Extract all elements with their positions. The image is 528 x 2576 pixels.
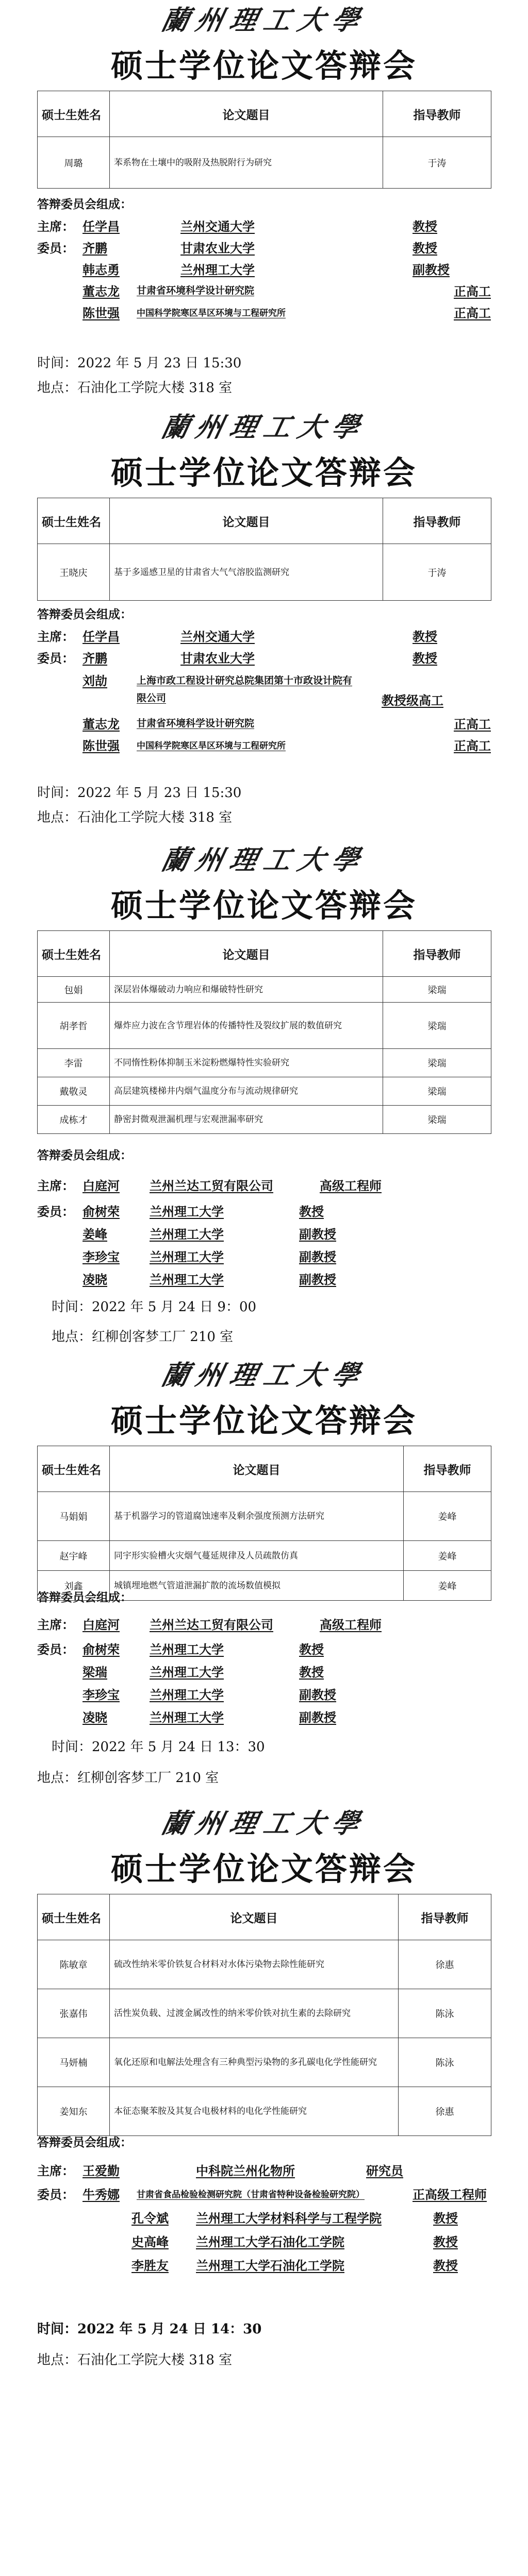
student-name: 周璐 (38, 137, 110, 189)
student-name: 李雷 (38, 1049, 110, 1077)
member-name: 俞树荣 (82, 1204, 120, 1219)
thesis-topic: 同宇形实验槽火灾烟气蔓延规律及人员疏散仿真 (110, 1541, 404, 1571)
header-student: 硕士生姓名 (38, 498, 110, 544)
page-title: 硕士学位论文答辩会 (110, 1402, 417, 1439)
thesis-topic: 本征态聚苯胺及其复合电极材料的电化学性能研究 (110, 2087, 399, 2136)
time-label: 时间： (37, 785, 78, 801)
chair-line (37, 1176, 74, 1194)
header-student: 硕士生姓名 (38, 1446, 110, 1492)
member-org: 兰州理工大学 (150, 1204, 224, 1219)
chair-label: 主席： (37, 2163, 74, 2178)
location-label: 地点： (37, 380, 78, 396)
defense-location: 红柳创客梦工厂 210 室 (92, 1329, 234, 1345)
page-title: 硕士学位论文答辩会 (110, 454, 417, 492)
member-name: 史高峰 (131, 2234, 169, 2249)
member-org: 中国科学院寒区旱区环境与工程研究所 (137, 308, 286, 318)
time-line (52, 1296, 256, 1315)
member-name: 李珍宝 (82, 1249, 120, 1264)
member-org: 兰州理工大学 (150, 1227, 224, 1242)
time-line (37, 2318, 261, 2337)
chair-rank: 教授 (412, 629, 437, 644)
defense-table (37, 930, 491, 1134)
chair-org: 兰州交通大学 (180, 219, 255, 234)
chair-line (37, 626, 74, 645)
advisor-name: 于涛 (383, 544, 491, 601)
advisor-name: 于涛 (383, 137, 491, 189)
member-org: 甘肃省食品检验检测研究院（甘肃省特种设备检验研究院） (137, 2190, 365, 2200)
member-rank: 教授 (299, 1665, 324, 1680)
advisor-name: 梁瑞 (383, 1049, 491, 1077)
member-name: 刘劼 (82, 673, 107, 688)
thesis-topic: 基于机器学习的管道腐蚀速率及剩余强度预测方法研究 (110, 1492, 404, 1541)
student-name: 张嘉伟 (38, 1989, 110, 2038)
header-advisor: 指导教师 (383, 931, 491, 977)
member-org: 甘肃农业大学 (180, 241, 255, 256)
table-row (38, 1940, 491, 1989)
time-label: 时间： (52, 1299, 92, 1315)
chair-label: 主席： (37, 1178, 74, 1193)
chair-line (37, 216, 74, 234)
defense-location: 红柳创客梦工厂 210 室 (77, 1770, 219, 1786)
advisor-name: 梁瑞 (383, 977, 491, 1003)
member-name: 牛秀娜 (82, 2187, 120, 2202)
chair-label: 主席： (37, 1617, 74, 1632)
university-logo: 蘭州理工大學 (158, 844, 370, 876)
member-org: 中国科学院寒区旱区环境与工程研究所 (137, 741, 286, 751)
chair-line (37, 1615, 74, 1633)
header-topic: 论文题目 (110, 931, 383, 977)
advisor-name: 徐惠 (399, 1940, 491, 1989)
session-2 (0, 407, 528, 825)
defense-table (37, 91, 491, 189)
header-student: 硕士生姓名 (38, 931, 110, 977)
member-name: 陈世强 (82, 738, 120, 753)
member-rank: 教授 (412, 241, 437, 256)
member-org: 兰州理工大学石油化工学院 (196, 2258, 344, 2273)
table-row (38, 1077, 491, 1106)
table-row (38, 2038, 491, 2087)
members-label: 委员： (37, 1204, 74, 1219)
table-row (38, 1106, 491, 1134)
defense-time: 2022 年 5 月 24 日 9：00 (92, 1299, 257, 1315)
header-topic: 论文题目 (110, 1446, 404, 1492)
member-name: 齐鹏 (82, 651, 107, 666)
member-name: 陈世强 (82, 306, 120, 320)
location-label: 地点： (37, 2352, 78, 2368)
advisor-name: 姜峰 (404, 1492, 491, 1541)
advisor-name: 姜峰 (404, 1541, 491, 1571)
members-label: 委员： (37, 1642, 74, 1657)
table-header-row (38, 498, 491, 544)
thesis-topic: 苯系物在土壤中的吸附及热脱附行为研究 (110, 137, 383, 189)
members-label: 委员： (37, 241, 74, 256)
member-rank: 教授 (433, 2258, 458, 2273)
time-label: 时间： (37, 355, 78, 371)
chair-rank: 研究员 (366, 2163, 403, 2178)
thesis-topic: 基于多遥感卫星的甘肃省大气气溶胶监测研究 (110, 544, 383, 601)
table-row (38, 1541, 491, 1571)
committee-label: 答辩委员会组成： (37, 1590, 132, 1604)
member-rank: 副教授 (299, 1249, 336, 1264)
location-line (37, 807, 232, 826)
member-org: 兰州理工大学 (150, 1687, 224, 1702)
page-title: 硕士学位论文答辩会 (110, 47, 417, 84)
session-3 (0, 840, 528, 1345)
chair-rank: 高级工程师 (320, 1178, 382, 1193)
member-org: 兰州理工大学 (150, 1272, 224, 1287)
table-row (38, 1989, 491, 2038)
thesis-topic: 爆炸应力波在含节理岩体的传播特性及裂纹扩展的数值研究 (110, 1003, 383, 1049)
committee-label: 答辩委员会组成： (37, 1148, 132, 1162)
student-name: 王晓庆 (38, 544, 110, 601)
member-name: 齐鹏 (82, 241, 107, 256)
defense-table (37, 1446, 491, 1601)
advisor-name: 梁瑞 (383, 1003, 491, 1049)
student-name: 马妍楠 (38, 2038, 110, 2087)
defense-table (37, 1894, 491, 2136)
table-row (38, 1492, 491, 1541)
chair-name: 任学昌 (82, 629, 120, 644)
member-org: 甘肃省环境科学设计研究院 (137, 285, 255, 296)
committee-label: 答辩委员会组成： (37, 197, 132, 211)
member-name: 李胜友 (131, 2258, 169, 2273)
chair-name: 白庭河 (82, 1617, 120, 1632)
header-student: 硕士生姓名 (38, 1894, 110, 1940)
header-advisor: 指导教师 (383, 91, 491, 137)
member-name: 孔令斌 (131, 2211, 169, 2226)
student-name: 包娟 (38, 977, 110, 1003)
table-row (38, 137, 491, 189)
student-name: 成栋才 (38, 1106, 110, 1134)
thesis-topic: 不同惰性粉体抑制玉米淀粉燃爆特性实验研究 (110, 1049, 383, 1077)
advisor-name: 梁瑞 (383, 1077, 491, 1106)
member-rank: 副教授 (299, 1710, 336, 1725)
table-row (38, 977, 491, 1003)
member-rank: 教授 (412, 651, 437, 666)
header-student: 硕士生姓名 (38, 91, 110, 137)
university-logo: 蘭州理工大學 (158, 1808, 370, 1839)
member-rank: 教授 (299, 1204, 324, 1219)
thesis-topic: 氧化还原和电解法处理含有三种典型污染物的多孔碳电化学性能研究 (110, 2038, 399, 2087)
member-rank: 副教授 (299, 1227, 336, 1242)
location-line (37, 2349, 232, 2368)
member-org: 兰州理工大学 (150, 1710, 224, 1725)
member-rank: 正高工 (454, 284, 491, 299)
location-label: 地点： (37, 1770, 78, 1786)
member-name: 韩志勇 (82, 262, 120, 277)
thesis-topic: 深层岩体爆破动力响应和爆破特性研究 (110, 977, 383, 1003)
university-logo: 蘭州理工大學 (158, 412, 370, 443)
defense-time: 2022 年 5 月 24 日 13：30 (92, 1739, 265, 1755)
student-name: 陈敏章 (38, 1940, 110, 1989)
member-rank: 教授 (433, 2211, 458, 2226)
defense-time: 2022 年 5 月 24 日 14：30 (77, 2321, 262, 2337)
member-rank: 正高工 (454, 717, 491, 732)
session-5 (0, 1803, 528, 2368)
chair-label: 主席： (37, 219, 74, 234)
members-label: 委员： (37, 651, 74, 666)
header-topic: 论文题目 (110, 1894, 399, 1940)
thesis-topic: 高层建筑楼梯井内烟气温度分布与流动规律研究 (110, 1077, 383, 1106)
member-name: 董志龙 (82, 284, 120, 299)
defense-time: 2022 年 5 月 23 日 15:30 (77, 355, 242, 371)
table-row (38, 1003, 491, 1049)
member-rank: 正高级工程师 (412, 2187, 487, 2202)
member-name: 李珍宝 (82, 1687, 120, 1702)
thesis-topic: 活性炭负载、过渡金属改性的纳米零价铁对抗生素的去除研究 (110, 1989, 399, 2038)
chair-org: 兰州兰达工贸有限公司 (150, 1617, 273, 1632)
time-line (37, 352, 241, 371)
table-header-row (38, 931, 491, 977)
header-topic: 论文题目 (110, 91, 383, 137)
header-advisor: 指导教师 (383, 498, 491, 544)
chair-name: 王爱勤 (82, 2163, 120, 2178)
chair-org: 兰州兰达工贸有限公司 (150, 1178, 273, 1193)
time-label: 时间： (37, 2321, 78, 2337)
session-1 (0, 0, 528, 396)
student-name: 赵宇峰 (38, 1541, 110, 1571)
university-logo: 蘭州理工大學 (158, 1360, 370, 1391)
member-rank: 副教授 (299, 1687, 336, 1702)
university-logo: 蘭州理工大學 (158, 5, 370, 36)
table-header-row (38, 91, 491, 137)
defense-table (37, 498, 491, 601)
advisor-name: 梁瑞 (383, 1106, 491, 1134)
table-row (38, 544, 491, 601)
session-4 (0, 1355, 528, 1786)
member-name: 姜峰 (82, 1227, 107, 1242)
table-header-row (38, 1446, 491, 1492)
location-line (37, 1767, 219, 1786)
member-org: 兰州理工大学材料科学与工程学院 (196, 2211, 382, 2226)
chair-rank: 教授 (412, 219, 437, 234)
location-label: 地点： (52, 1329, 92, 1345)
member-org: 兰州理工大学 (180, 262, 255, 277)
student-name: 姜知东 (38, 2087, 110, 2136)
table-row (38, 1049, 491, 1077)
member-org: 甘肃农业大学 (180, 651, 255, 666)
chair-name: 任学昌 (82, 219, 120, 234)
table-header-row (38, 1894, 491, 1940)
chair-org: 兰州交通大学 (180, 629, 255, 644)
committee-label: 答辩委员会组成： (37, 607, 132, 621)
member-org: 兰州理工大学 (150, 1249, 224, 1264)
member-rank: 教授 (299, 1642, 324, 1657)
chair-line (37, 2161, 74, 2179)
member-org: 兰州理工大学石油化工学院 (196, 2234, 344, 2249)
thesis-topic: 硫改性纳米零价铁复合材料对水体污染物去除性能研究 (110, 1940, 399, 1989)
advisor-name: 徐惠 (399, 2087, 491, 2136)
member-rank: 副教授 (299, 1272, 336, 1287)
member-org: 甘肃省环境科学设计研究院 (137, 718, 255, 729)
member-rank: 正高工 (454, 738, 491, 753)
student-name: 戴敬灵 (38, 1077, 110, 1106)
defense-location: 石油化工学院大楼 318 室 (77, 2352, 233, 2368)
member-org: 兰州理工大学 (150, 1642, 224, 1657)
table-row (38, 2087, 491, 2136)
header-advisor: 指导教师 (399, 1894, 491, 1940)
page-title: 硕士学位论文答辩会 (110, 887, 417, 924)
location-line (37, 377, 232, 396)
advisor-name: 陈泳 (399, 1989, 491, 2038)
chair-org: 中科院兰州化物所 (196, 2163, 295, 2178)
member-rank: 教授级高工 (382, 693, 443, 708)
member-rank: 副教授 (412, 262, 450, 277)
student-name: 马娟娟 (38, 1492, 110, 1541)
header-topic: 论文题目 (110, 498, 383, 544)
members-label: 委员： (37, 2187, 74, 2202)
member-rank: 正高工 (454, 306, 491, 320)
student-name: 刘鑫 (38, 1571, 110, 1601)
committee-label: 答辩委员会组成： (37, 2136, 132, 2149)
advisor-name: 姜峰 (404, 1571, 491, 1601)
member-name: 俞树荣 (82, 1642, 120, 1657)
member-org: 上海市政工程设计研究总院集团第十市政设计院有限公司 (137, 675, 353, 704)
time-line (52, 1736, 265, 1755)
chair-name: 白庭河 (82, 1178, 120, 1193)
time-label: 时间： (52, 1739, 92, 1755)
member-name: 凌晓 (82, 1710, 107, 1725)
member-rank: 教授 (433, 2234, 458, 2249)
defense-location: 石油化工学院大楼 318 室 (77, 380, 233, 396)
header-advisor: 指导教师 (404, 1446, 491, 1492)
location-line (52, 1326, 233, 1345)
location-label: 地点： (37, 810, 78, 825)
time-line (37, 782, 241, 801)
chair-label: 主席： (37, 629, 74, 644)
thesis-topic: 城镇埋地燃气管道泄漏扩散的流场数值模拟 (110, 1571, 404, 1601)
member-name: 梁瑞 (82, 1665, 107, 1680)
defense-time: 2022 年 5 月 23 日 15:30 (77, 785, 242, 801)
advisor-name: 陈泳 (399, 2038, 491, 2087)
chair-rank: 高级工程师 (320, 1617, 382, 1632)
member-name: 凌晓 (82, 1272, 107, 1287)
student-name: 胡孝哲 (38, 1003, 110, 1049)
member-org: 兰州理工大学 (150, 1665, 224, 1680)
defense-location: 石油化工学院大楼 318 室 (77, 810, 233, 825)
thesis-topic: 静密封微观泄漏机理与宏观泄漏率研究 (110, 1106, 383, 1134)
member-name: 董志龙 (82, 717, 120, 732)
page-title: 硕士学位论文答辩会 (110, 1850, 417, 1888)
